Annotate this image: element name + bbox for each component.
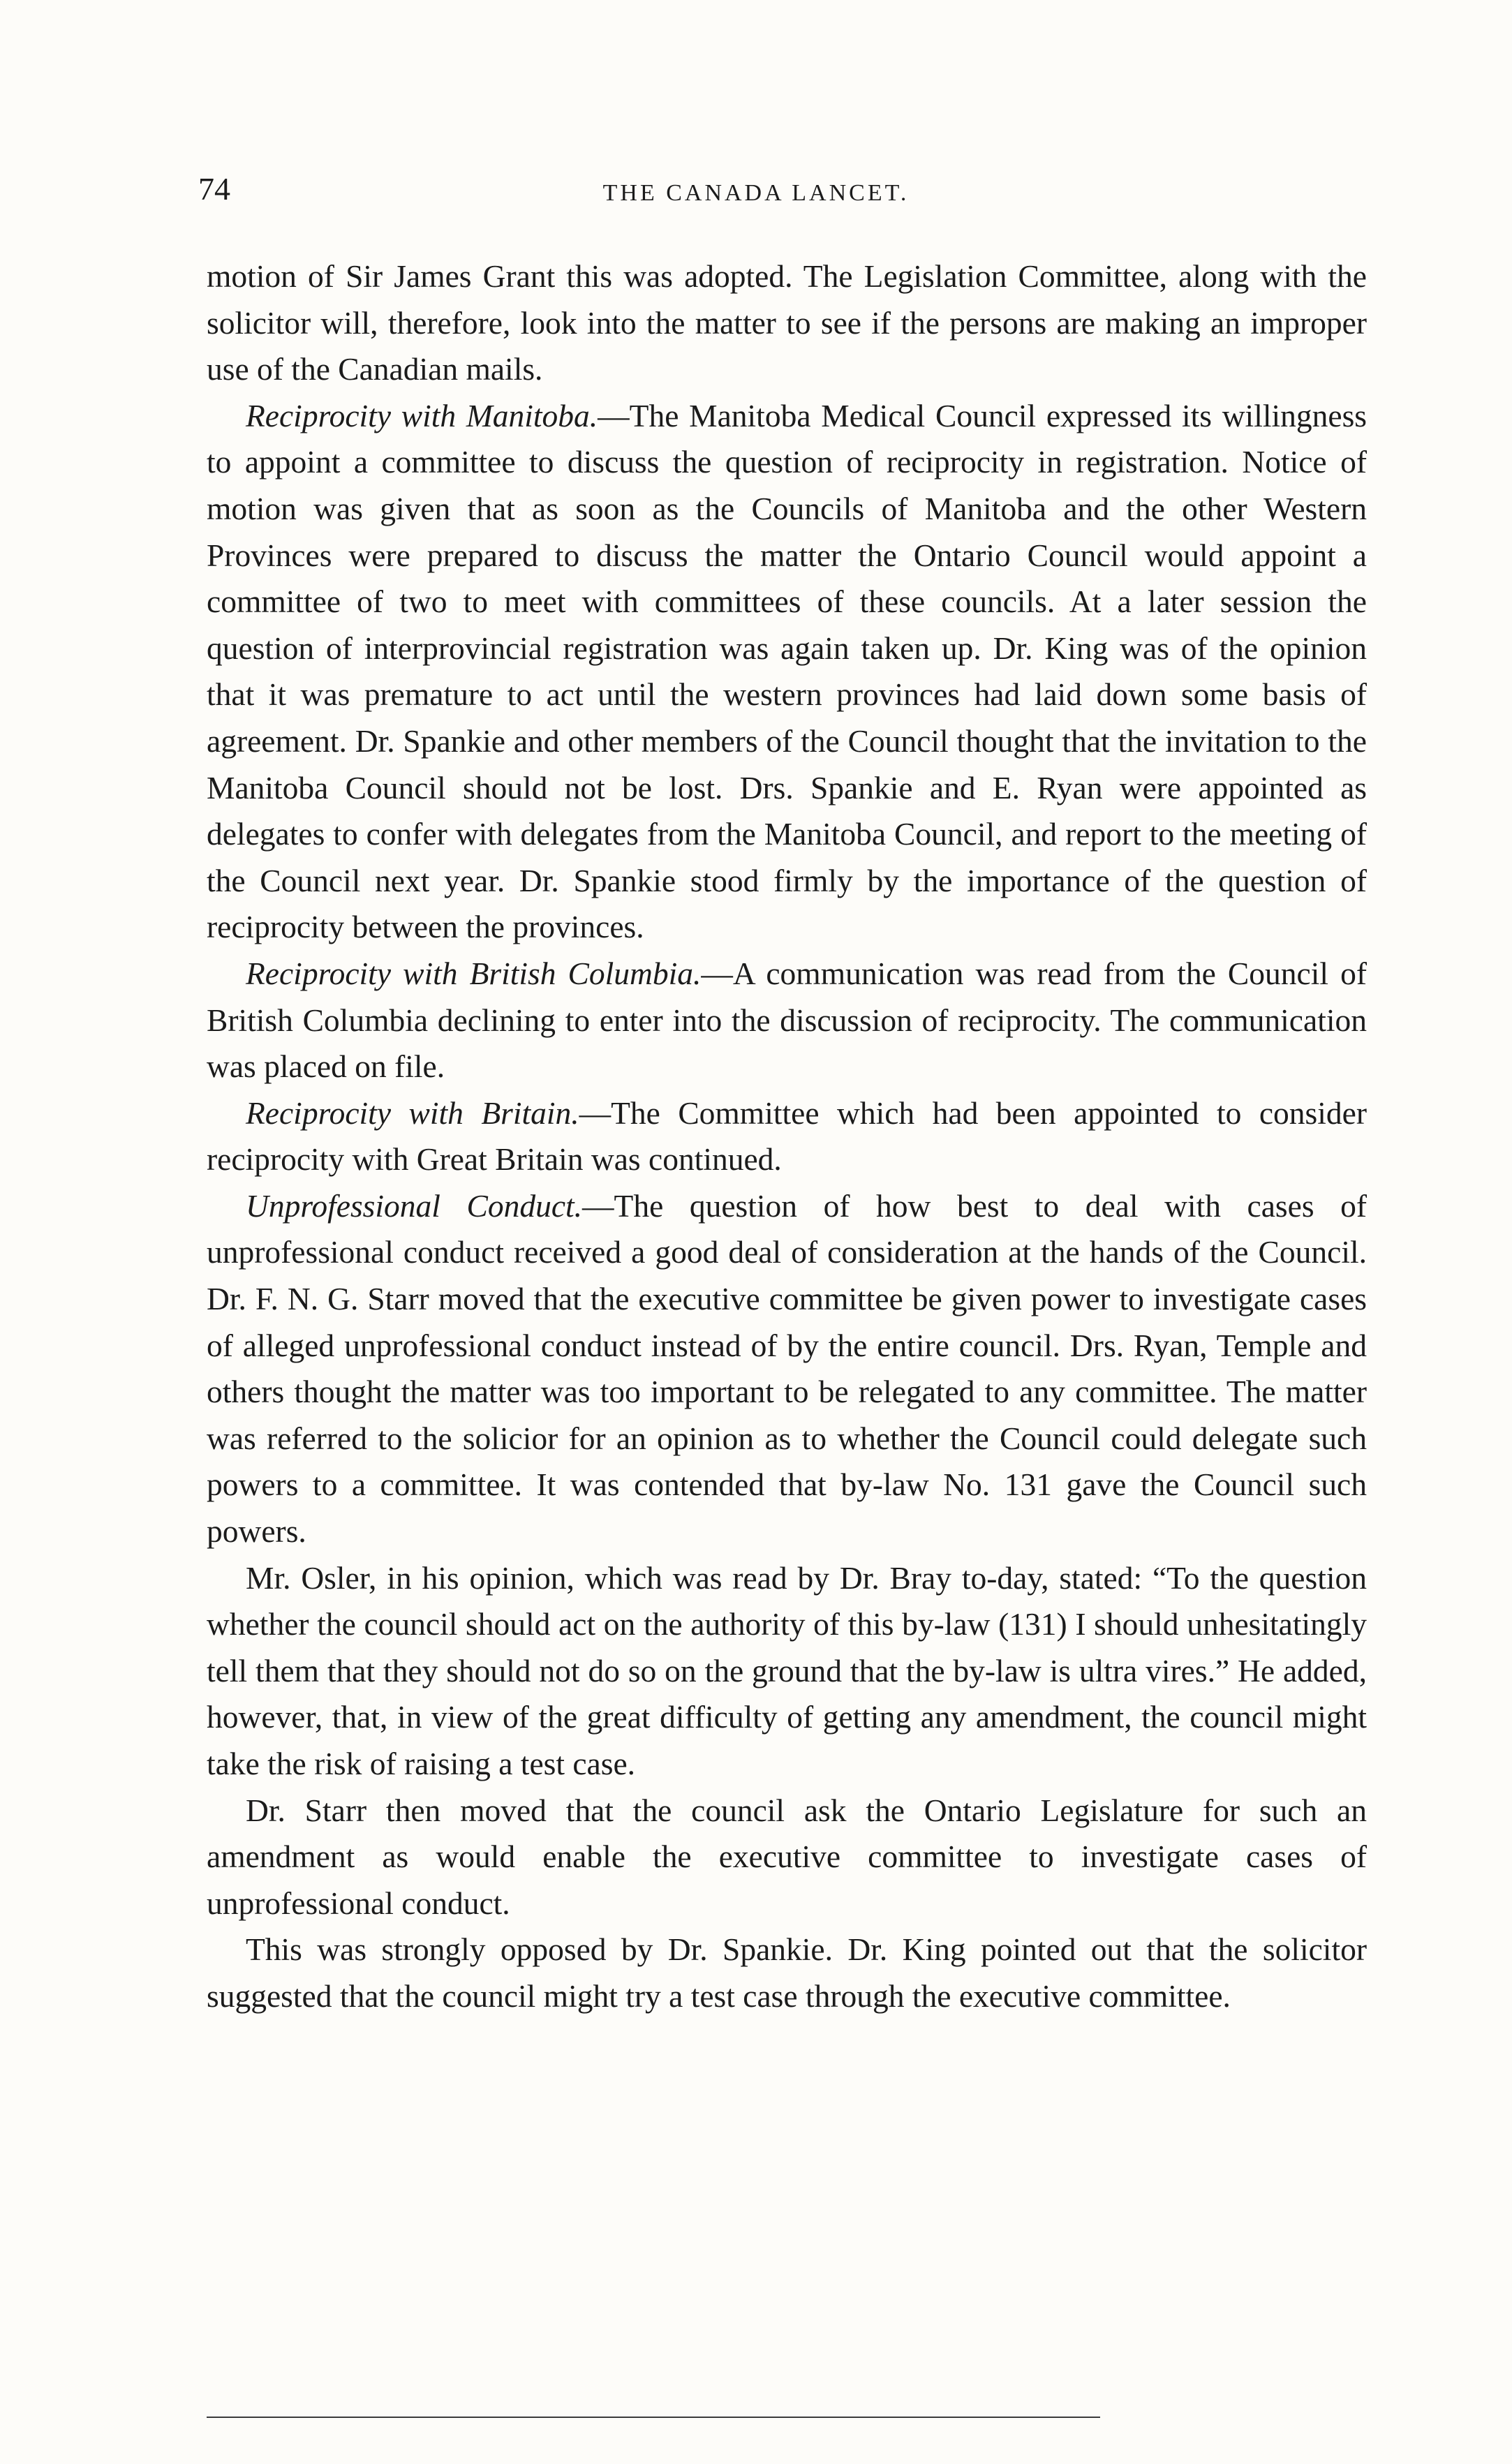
paragraph-reciprocity-britain [207,1090,1367,1183]
paragraph-text: —The question of how best to deal with cases of unprofessional conduct received a good deal of consideration at the hands of the Council. Dr. F. N. G. Starr moved that the executive committee be given power to investigate cases of alleged unprofessional conduct instead of by the entire council. Drs. Ryan, Temple and others thought the matter was too important to be relegated to any committee. The matter was referred to the solicior for an opinion as to whether the Council could delegate such powers to a committee. It was contended that by-law No. 131 gave the Council such powers. [207,1187,1367,1550]
footer-rule [207,2417,1100,2418]
paragraph-text: Mr. Osler, in his opinion, which was read by Dr. Bray to-day, stated: “To the question whether the council should act on the authority of this by-law (131) I should unhesitatingly tell them that they should not do so on the ground that the by-law is ultra vires.” He added, however, that, in view of the great difficulty of getting any amendment, the council might take the risk of raising a test case. [207,1559,1367,1781]
paragraph-starr-motion [207,1788,1367,1927]
paragraph-text: —A communication was read from the Council of British Columbia declining to enter into the discussion of reciprocity. The communication was placed on file. [207,955,1367,1085]
paragraph-text: This was strongly opposed by Dr. Spankie. Dr. King pointed out that the solicitor suggested that the council might try a test case through the executive committee. [207,1931,1367,2014]
paragraph-unprofessional-conduct [207,1183,1367,1555]
article-body [207,253,1367,2020]
paragraph-text: —The Committee which had been appointed to consider reciprocity with Great Britain was continued. [207,1094,1368,1178]
section-heading-reciprocity-british-columbia: Reciprocity with British Columbia. [246,955,702,991]
paragraph-text: Dr. Starr then moved that the council ask the Ontario Legislature for such an amendment as would enable the executive committee to investigate cases of unprofessional conduct. [207,1792,1367,1921]
section-heading-reciprocity-manitoba: Reciprocity with Manitoba. [246,397,598,433]
paragraph-text: motion of Sir James Grant this was adopted. The Legislation Committee, along with the solicitor will, therefore, look into the matter to see if the persons are making an improper use of the Canadian mails. [207,258,1367,387]
paragraph-osler-opinion [207,1555,1367,1788]
section-heading-reciprocity-britain: Reciprocity with Britain. [246,1094,579,1131]
paragraph-reciprocity-british-columbia [207,951,1367,1090]
paragraph-reciprocity-manitoba [207,393,1367,951]
paragraph-spankie-opposition [207,1927,1367,2019]
running-head: THE CANADA LANCET. [602,180,910,206]
page-number: 74 [198,171,230,207]
section-heading-unprofessional-conduct: Unprofessional Conduct. [246,1187,583,1224]
paragraph-continuation [207,253,1367,393]
paragraph-text: —The Manitoba Medical Council expressed its willingness to appoint a committee to discuss the question of reciprocity in registration. Notice of motion was given that as soon as the Councils of Manitoba and the other Western Provinces were prepared to discuss the matter the Ontario Council would appoint a committee of two to meet with committees of these councils. At a later session the question of interprovincial registration was again taken up. Dr. King was of the opinion that it was premature to act until the western provinces had laid down some basis of agreement. Dr. Spankie and other members of the Council thought that the invitation to the Manitoba Council should not be lost. Drs. Spankie and E. Ryan were appointed as delegates to confer with delegates from the Manitoba Council, and report to the meeting of the Council next year. Dr. Spankie stood firmly by the importance of the question of reciprocity between the provinces. [207,397,1367,945]
